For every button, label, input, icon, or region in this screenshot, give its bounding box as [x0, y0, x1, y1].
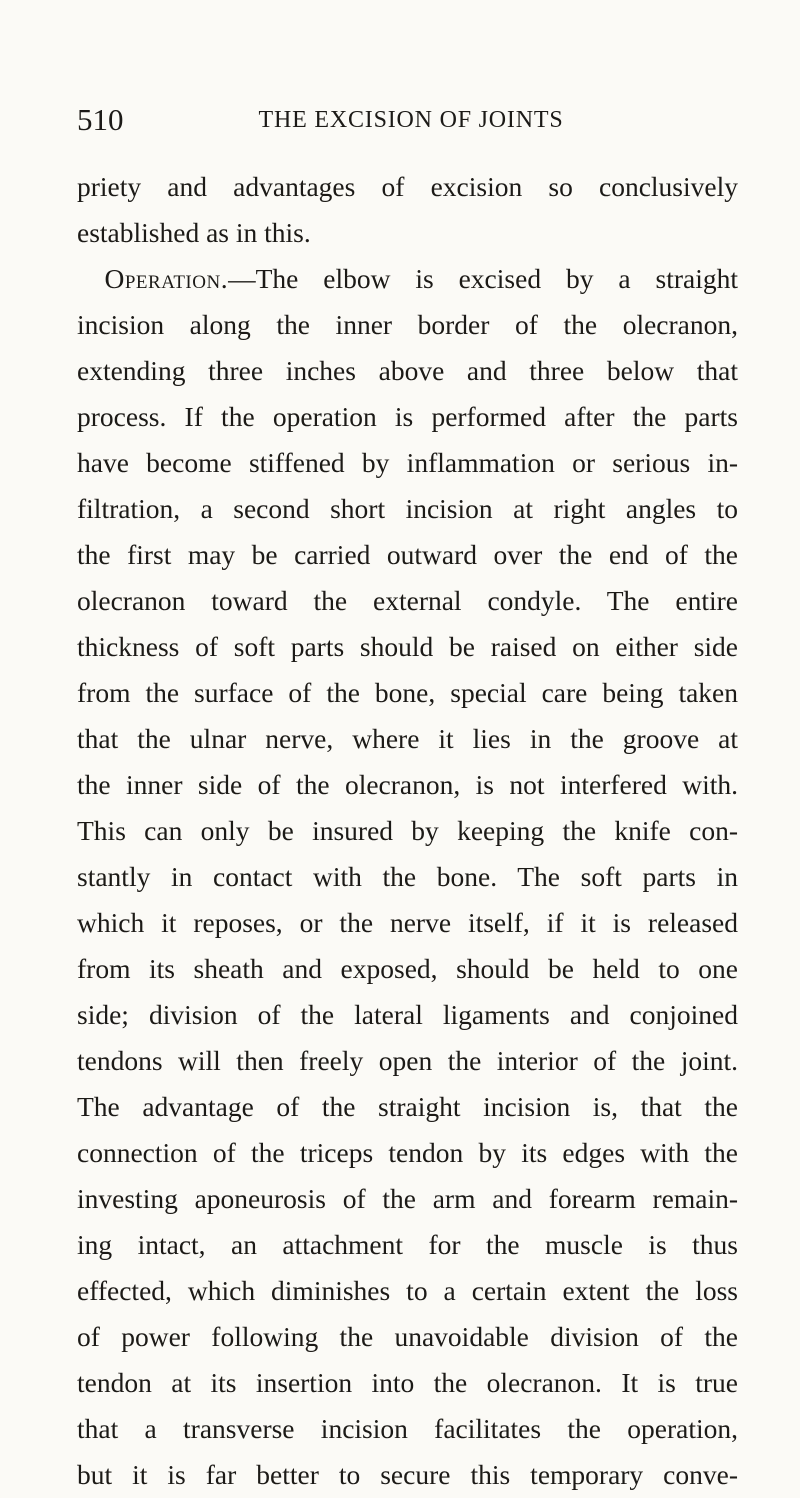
- text-line: incision along the inner border of the olecranon,: [77, 309, 738, 340]
- body-text: [77, 164, 738, 1498]
- text-line: process. If the operation is performed after the parts: [77, 401, 738, 432]
- text-line: priety and advantages of excision so conclusively: [77, 171, 738, 202]
- page-number: 510: [77, 102, 124, 137]
- operation-heading-rest: —The elbow is excised by a straight: [228, 263, 738, 294]
- text-line: but it is far better to secure this temporary conve-: [77, 1459, 738, 1490]
- text-line: effected, which diminishes to a certain extent the loss: [77, 1275, 738, 1306]
- text-line: the first may be carried outward over the end of the: [77, 539, 738, 570]
- text-line: thickness of soft parts should be raised on either side: [77, 631, 738, 662]
- text-line: ing intact, an attachment for the muscle is thus: [77, 1229, 738, 1260]
- text-line: have become stiffened by inflammation or serious in-: [77, 447, 738, 478]
- text-line: stantly in contact with the bone. The soft parts in: [77, 861, 738, 892]
- text-line-operation: [77, 256, 738, 302]
- text-line: that the ulnar nerve, where it lies in the groove at: [77, 723, 738, 754]
- text-line: from its sheath and exposed, should be held to one: [77, 953, 738, 984]
- text-line: side; division of the lateral ligaments and conjoined: [77, 999, 738, 1030]
- text-line: This can only be insured by keeping the knife con-: [77, 815, 738, 846]
- text-line: the inner side of the olecranon, is not interfered with.: [77, 769, 738, 800]
- running-head: THE EXCISION OF JOINTS: [258, 107, 564, 133]
- text-line: filtration, a second short incision at right angles to: [77, 493, 738, 524]
- text-line: tendons will then freely open the interior of the joint.: [77, 1045, 738, 1076]
- text-line: connection of the triceps tendon by its edges with the: [77, 1137, 738, 1168]
- page-header: [77, 100, 745, 140]
- text-line: established as in this.: [77, 217, 311, 248]
- text-line: olecranon toward the external condyle. The entire: [77, 585, 738, 616]
- operation-heading: Operation.: [104, 263, 229, 294]
- text-line: extending three inches above and three below that: [77, 355, 738, 386]
- text-line: which it reposes, or the nerve itself, if it is released: [77, 907, 738, 938]
- text-line: tendon at its insertion into the olecranon. It is true: [77, 1367, 738, 1398]
- text-line: from the surface of the bone, special care being taken: [77, 677, 738, 708]
- text-line: of power following the unavoidable division of the: [77, 1321, 738, 1352]
- text-line: investing aponeurosis of the arm and forearm remain-: [77, 1183, 738, 1214]
- text-line: The advantage of the straight incision is, that the: [77, 1091, 738, 1122]
- text-line: that a transverse incision facilitates the operation,: [77, 1413, 738, 1444]
